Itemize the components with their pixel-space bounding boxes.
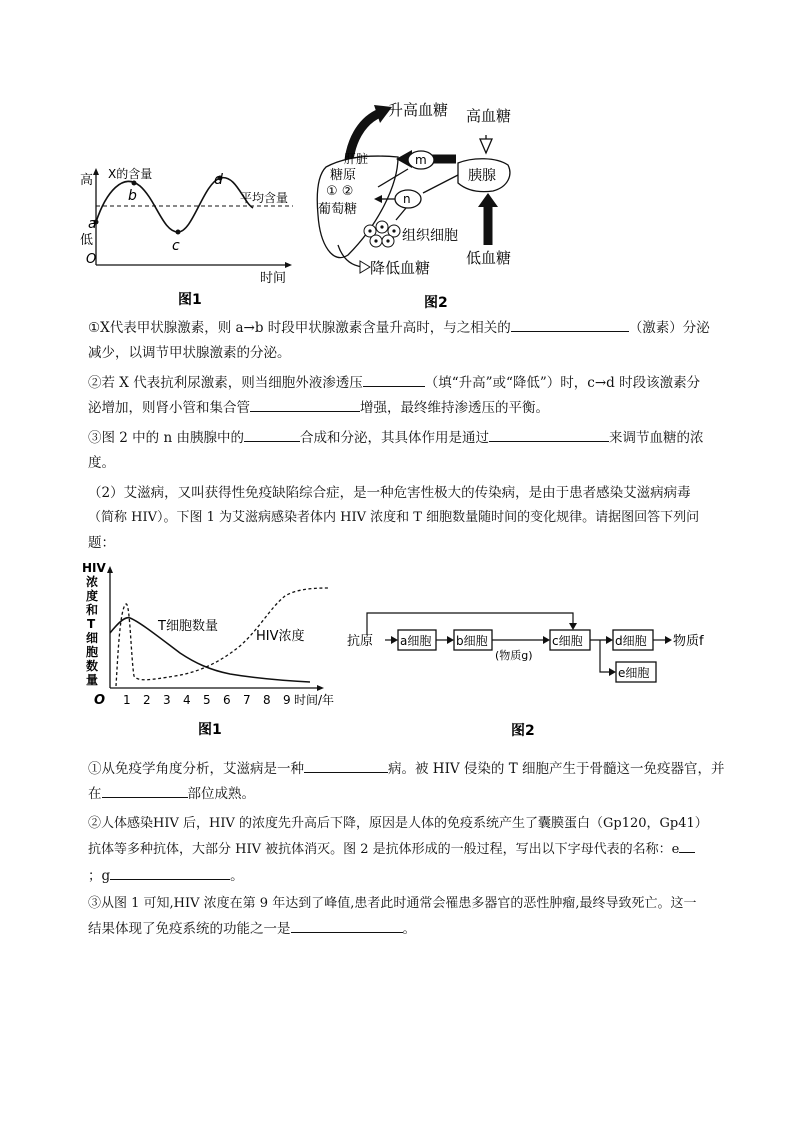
q2-text-3c: 。 — [402, 921, 416, 937]
q1-text-3a: ③图 2 中的 n 由胰腺中的 — [88, 430, 244, 446]
figure-1-top-caption: 图1 — [178, 292, 202, 308]
svg-text:浓: 浓 — [86, 575, 99, 589]
svg-text:和: 和 — [86, 603, 99, 617]
answer-blank-8[interactable] — [679, 838, 695, 853]
glycogen-label: 糖原 — [330, 168, 357, 183]
q2-intro-line-3: 题： — [88, 535, 115, 551]
svg-text:8: 8 — [263, 693, 271, 707]
figure-2-bottom-caption: 图2 — [511, 723, 535, 739]
d-cell-label: d细胞 — [615, 634, 647, 648]
low-glucose-label: 低血糖 — [466, 249, 512, 267]
q2-text-3b: 结果体现了免疫系统的功能之一是 — [88, 921, 291, 937]
q1-line-1 — [88, 317, 728, 339]
figure-2-top — [308, 95, 528, 313]
q2-text-1c: 在 — [88, 786, 102, 802]
antigen-label: 抗原 — [347, 634, 374, 649]
tissue-label: 组织细胞 — [402, 228, 458, 244]
q1-text-2d: 增强，最终维持渗透压的平衡。 — [360, 400, 549, 416]
pathway-circles: ① ② — [326, 184, 354, 199]
q1-text-3c: 来调节血糖的浓 — [608, 430, 704, 446]
point-c: c — [172, 238, 180, 254]
origin-label: O — [94, 693, 106, 708]
q1-text-1b: （激素）分泌 — [628, 320, 710, 336]
figure-1-bottom-caption: 图1 — [198, 722, 222, 738]
m-label: m — [415, 153, 427, 167]
b-cell-label: b细胞 — [456, 634, 488, 648]
svg-text:量: 量 — [86, 673, 99, 687]
y-label-stack — [82, 561, 107, 687]
liver-label: 肝脏 — [344, 152, 369, 166]
answer-blank-1[interactable] — [511, 317, 629, 332]
t-cell-label: T细胞数量 — [158, 619, 218, 634]
n-label: n — [403, 192, 411, 206]
answer-blank-4[interactable] — [244, 427, 300, 442]
q1-text-2a: ②若 X 代表抗利尿激素，则当细胞外液渗透压 — [88, 375, 363, 391]
figure-1-bottom — [80, 558, 350, 740]
answer-blank-2[interactable] — [363, 372, 425, 387]
figure-2-top-caption: 图2 — [424, 295, 448, 311]
svg-text:1: 1 — [123, 693, 131, 707]
svg-text:度: 度 — [86, 589, 99, 603]
x-ticks — [123, 693, 291, 707]
q1-line-4 — [88, 397, 549, 419]
svg-text:细: 细 — [86, 631, 99, 645]
q1-text-2b: （填“升高”或“降低”）时，c→d 时段该激素分 — [424, 375, 701, 391]
svg-text:7: 7 — [243, 693, 251, 707]
svg-text:9: 9 — [283, 693, 291, 707]
point-a: a — [88, 216, 97, 232]
q2-text-1b: 病。被 HIV 侵染的 T 细胞产生于骨髓这一免疫器官，并 — [388, 761, 725, 777]
q2-line-7 — [88, 918, 416, 940]
tissue-cells — [364, 221, 400, 247]
x-content-label: X的含量 — [108, 167, 153, 181]
svg-text:T: T — [87, 617, 96, 631]
x-content-curve — [96, 178, 253, 232]
q1-text-1a: ①X代表甲状腺激素，则 a→b 时段甲状腺激素含量升高时，与之相关的 — [88, 320, 511, 336]
e-cell-label: e细胞 — [618, 666, 650, 680]
q1-text-3b: 合成和分泌，其具体作用是通过 — [299, 430, 489, 446]
pancreas-label: 胰腺 — [468, 168, 496, 184]
q1-line-5 — [88, 427, 738, 449]
glucose-label: 葡萄糖 — [318, 202, 358, 217]
y-high-label: 高 — [80, 173, 94, 188]
c-cell-label: c细胞 — [552, 634, 583, 648]
raise-glucose-label: 升高血糖 — [388, 101, 449, 119]
hiv-label: HIV浓度 — [256, 629, 305, 644]
point-d: d — [214, 172, 223, 188]
origin-label: O — [86, 252, 97, 267]
svg-text:3: 3 — [163, 693, 171, 707]
answer-blank-7[interactable] — [102, 783, 188, 798]
q1-line-2: 减少，以调节甲状腺激素的分泌。 — [88, 345, 291, 361]
q2-text-1d: 部位成熟。 — [187, 786, 255, 802]
point-b: b — [128, 188, 137, 204]
q1-line-3 — [88, 372, 738, 394]
answer-blank-10[interactable] — [291, 918, 403, 933]
svg-text:HIV: HIV — [82, 561, 106, 575]
y-low-label: 低 — [80, 233, 94, 248]
svg-text:胞: 胞 — [86, 645, 99, 659]
q2-text-2c: ；g — [88, 868, 111, 884]
q2-text-2b: 抗体等多种抗体，大部分 HIV 被抗体消灭。图 2 是抗体形成的一般过程，写出以下字母代表的名称：e — [88, 842, 680, 857]
svg-text:2: 2 — [143, 693, 151, 707]
figure-1-top — [78, 162, 318, 312]
substance-g-label: (物质g) — [495, 649, 533, 662]
q2-line-5 — [88, 865, 244, 887]
q2-text-1a: ①从免疫学角度分析，艾滋病是一种 — [88, 761, 304, 777]
answer-blank-6[interactable] — [304, 758, 388, 773]
q1-line-6: 度。 — [88, 455, 115, 471]
q2-line-3: ②人体感染HIV 后，HIV 的浓度先升高后下降，原因是人体的免疫系统产生了囊膜蛋白（Gp120，Gp41） — [88, 816, 708, 831]
answer-blank-9[interactable] — [110, 865, 230, 880]
x-axis-label: 时间/年 — [294, 693, 335, 707]
x-axis-label: 时间 — [260, 271, 287, 286]
mean-content-label: 平均含量 — [240, 191, 289, 205]
q2-intro-line-1: （2）艾滋病，又叫获得性免疫缺陷综合症，是一种危害性极大的传染病，是由于患者感染艾滋病病毒 — [88, 485, 691, 501]
a-cell-label: a细胞 — [400, 634, 432, 648]
answer-blank-5[interactable] — [489, 427, 609, 442]
lower-glucose-label: 降低血糖 — [370, 259, 431, 277]
substance-f-label: 物质f — [673, 634, 704, 649]
svg-text:数: 数 — [86, 659, 99, 673]
answer-blank-3[interactable] — [250, 397, 360, 412]
q1-text-2c: 泌增加，则肾小管和集合管 — [88, 400, 250, 416]
svg-text:6: 6 — [223, 693, 231, 707]
q2-line-4 — [88, 838, 695, 861]
q2-text-2d: 。 — [230, 868, 244, 884]
q2-line-2 — [88, 783, 255, 805]
q2-line-6: ③从图 1 可知,HIV 浓度在第 9 年达到了峰值,患者此时通常会罹患多器官的恶性肿瘤,最终导致死亡。这一 — [88, 896, 697, 911]
q2-line-1 — [88, 758, 738, 780]
figure-2-bottom — [345, 595, 725, 745]
svg-text:4: 4 — [183, 693, 191, 707]
high-glucose-label: 高血糖 — [466, 107, 512, 125]
q2-intro-line-2: （简称 HIV）。下图 1 为艾滋病感染者体内 HIV 浓度和 T 细胞数量随时间的变化规律。请据图回答下列问 — [88, 510, 700, 525]
svg-text:5: 5 — [203, 693, 211, 707]
